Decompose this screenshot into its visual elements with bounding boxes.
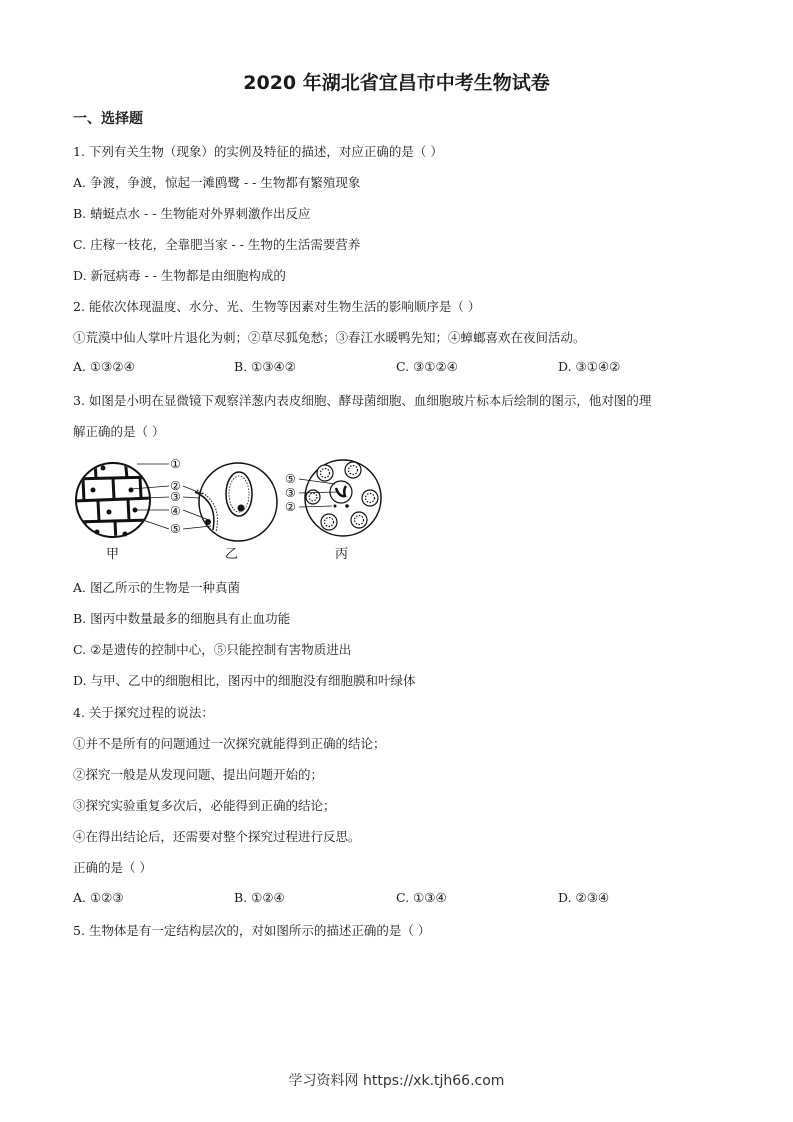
fig-bing-label-5: ⑤ (285, 472, 296, 486)
cell-diagram-figure (73, 450, 393, 568)
q2-option-c: C. ③①②④ (396, 359, 458, 374)
fig-caption-bing: 丙 (335, 547, 349, 562)
q3-option-c: C. ②是遗传的控制中心，⑤只能控制有害物质进出 (73, 642, 352, 657)
q4-option-a: A. ①②③ (73, 890, 124, 905)
q3-option-d: D. 与甲、乙中的细胞相比，图丙中的细胞没有细胞膜和叶绿体 (73, 673, 416, 688)
q2-stem: 2. 能依次体现温度、水分、光、生物等因素对生物生活的影响顺序是（ ） (73, 299, 481, 314)
q3-option-b: B. 图丙中数量最多的细胞具有止血功能 (73, 611, 291, 626)
fig-caption-jia: 甲 (106, 547, 120, 562)
q4-stem: 4. 关于探究过程的说法： (73, 705, 214, 720)
q4-item-3: ③探究实验重复多次后，必能得到正确的结论； (73, 798, 336, 813)
q2-option-d: D. ③①④② (558, 359, 621, 374)
q3-stem-line1: 3. 如图是小明在显微镜下观察洋葱内表皮细胞、酵母菌细胞、血细胞玻片标本后绘制的图示，他对图的理 (73, 393, 652, 408)
exam-title: 2020 年湖北省宜昌市中考生物试卷 (243, 72, 550, 94)
q1-option-d: D. 新冠病毒 - - 生物都是由细胞构成的 (73, 268, 286, 283)
fig-label-5: ⑤ (170, 522, 181, 536)
q4-option-c: C. ①③④ (396, 890, 447, 905)
q1-option-b: B. 蜻蜓点水 - - 生物能对外界刺激作出反应 (73, 206, 311, 221)
q1-option-a: A. 争渡，争渡，惊起一滩鸥鹭 - - 生物都有繁殖现象 (73, 175, 361, 190)
q2-items: ①荒漠中仙人掌叶片退化为刺；②草尽狐兔愁；③春江水暖鸭先知；④蟑螂喜欢在夜间活动。 (73, 330, 586, 345)
q4-option-d: D. ②③④ (558, 890, 610, 905)
fig-label-1: ① (170, 457, 181, 471)
q3-stem-line2: 解正确的是（ ） (73, 424, 165, 439)
q4-option-b: B. ①②④ (234, 890, 285, 905)
q4-item-4: ④在得出结论后，还需要对整个探究过程进行反思。 (73, 829, 361, 844)
q2-option-b: B. ①③④② (234, 359, 296, 374)
fig-bing-label-3: ③ (285, 486, 296, 500)
q4-ask: 正确的是（ ） (73, 860, 152, 875)
q5-stem: 5. 生物体是有一定结构层次的，对如图所示的描述正确的是（ ） (73, 923, 431, 938)
footer-source: 学习资料网 https://xk.tjh66.com (288, 1073, 505, 1089)
q3-option-a: A. 图乙所示的生物是一种真菌 (73, 580, 240, 595)
fig-bing-label-2: ② (285, 500, 296, 514)
fig-label-2: ② (170, 479, 181, 493)
q2-option-a: A. ①③②④ (73, 359, 135, 374)
q4-item-1: ①并不是所有的问题通过一次探究就能得到正确的结论； (73, 736, 386, 751)
fig-label-4: ④ (170, 504, 181, 518)
figure-yi-yeast-cell (195, 463, 277, 541)
section-heading: 一、选择题 (73, 111, 143, 127)
q4-item-2: ②探究一般是从发现问题、提出问题开始的； (73, 767, 324, 782)
fig-caption-yi: 乙 (225, 547, 239, 562)
fig-label-3: ③ (170, 490, 181, 504)
q1-stem: 1. 下列有关生物（现象）的实例及特征的描述，对应正确的是（ ） (73, 144, 443, 159)
figure-bing-blood-cells (305, 460, 381, 536)
q1-option-c: C. 庄稼一枝花，全靠肥当家 - - 生物的生活需要营养 (73, 237, 361, 252)
figure-jia-onion-cells (73, 458, 153, 542)
